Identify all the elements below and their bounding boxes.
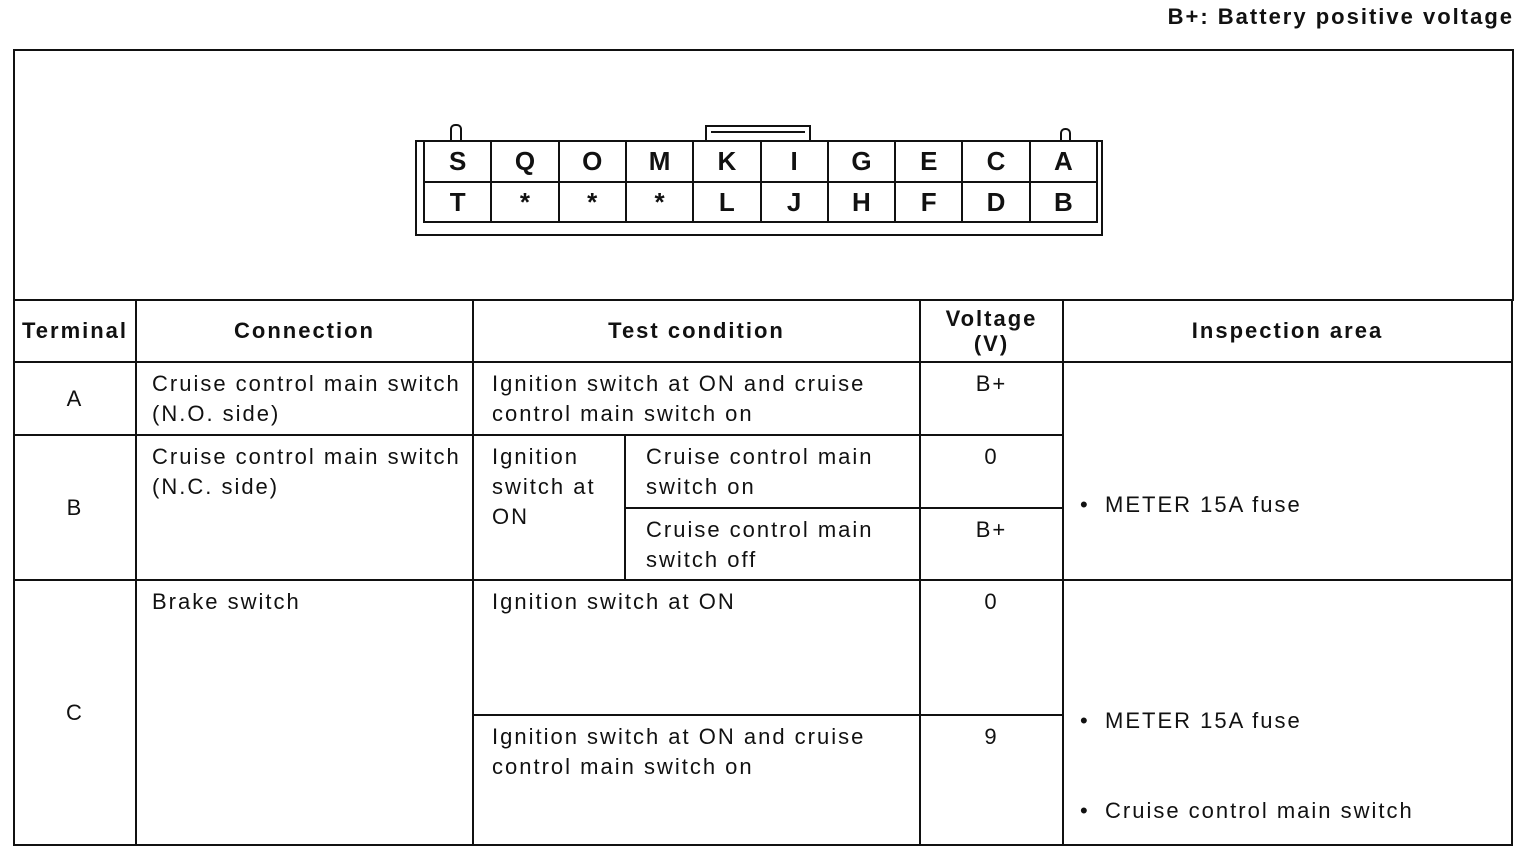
header-terminal: Terminal: [13, 299, 137, 363]
inspection-area-ab: [1062, 361, 1513, 581]
inspection-item: • METER 15A fuse: [1064, 706, 1511, 736]
inspection-area-c: [1062, 579, 1513, 846]
connection-b: Cruise control main switch (N.C. side): [135, 434, 474, 581]
pin-cell: O: [560, 142, 627, 183]
pin-cell: H: [829, 183, 896, 224]
header-inspection-area: Inspection area: [1062, 299, 1513, 363]
inspection-item: • Cruise control main switch: [1064, 796, 1511, 826]
test-condition-b-case-2: Cruise control main switch off: [624, 507, 921, 581]
voltage-c-case-1: 0: [919, 579, 1064, 716]
pin-cell: *: [560, 183, 627, 224]
test-condition-a: Ignition switch at ON and cruise control main switch on: [472, 361, 921, 436]
pin-cell: *: [492, 183, 559, 224]
terminal-c: C: [13, 579, 137, 846]
connector-pin-grid: [423, 140, 1098, 223]
inspection-list: [1064, 646, 1511, 846]
pin-cell: E: [896, 142, 963, 183]
pin-cell: A: [1031, 142, 1098, 183]
voltage-a: B+: [919, 361, 1064, 436]
pin-cell: L: [694, 183, 761, 224]
voltage-c-case-2: 9: [919, 714, 1064, 846]
pin-cell: G: [829, 142, 896, 183]
pin-cell: M: [627, 142, 694, 183]
header-voltage: Voltage (V): [919, 299, 1064, 363]
pin-cell: T: [425, 183, 492, 224]
test-condition-b: Ignition switch at ON: [472, 434, 626, 581]
terminal-b: B: [13, 434, 137, 581]
voltage-b-case-1: 0: [919, 434, 1064, 509]
voltage-legend: B+: Battery positive voltage: [1167, 4, 1514, 29]
connector-latch-line: [711, 131, 805, 133]
terminal-a: A: [13, 361, 137, 436]
voltage-b-case-2: B+: [919, 507, 1064, 581]
pin-cell: *: [627, 183, 694, 224]
inspection-item: • METER 15A fuse: [1064, 490, 1511, 520]
pin-cell: F: [896, 183, 963, 224]
inspection-list: [1064, 430, 1511, 581]
connection-a: Cruise control main switch (N.O. side): [135, 361, 474, 436]
pin-cell: C: [963, 142, 1030, 183]
pin-cell: J: [762, 183, 829, 224]
pin-cell: I: [762, 142, 829, 183]
header-test-condition: Test condition: [472, 299, 921, 363]
pin-cell: B: [1031, 183, 1098, 224]
pin-cell: Q: [492, 142, 559, 183]
connector-tab-left: [450, 124, 462, 141]
pin-cell: S: [425, 142, 492, 183]
test-condition-c-case-2: Ignition switch at ON and cruise control main switch on: [472, 714, 921, 846]
connection-c: Brake switch: [135, 579, 474, 846]
connector-diagram: [415, 124, 1103, 236]
header-connection: Connection: [135, 299, 474, 363]
pin-cell: K: [694, 142, 761, 183]
test-condition-c-case-1: Ignition switch at ON: [472, 579, 921, 716]
test-condition-b-case-1: Cruise control main switch on: [624, 434, 921, 509]
pin-cell: D: [963, 183, 1030, 224]
